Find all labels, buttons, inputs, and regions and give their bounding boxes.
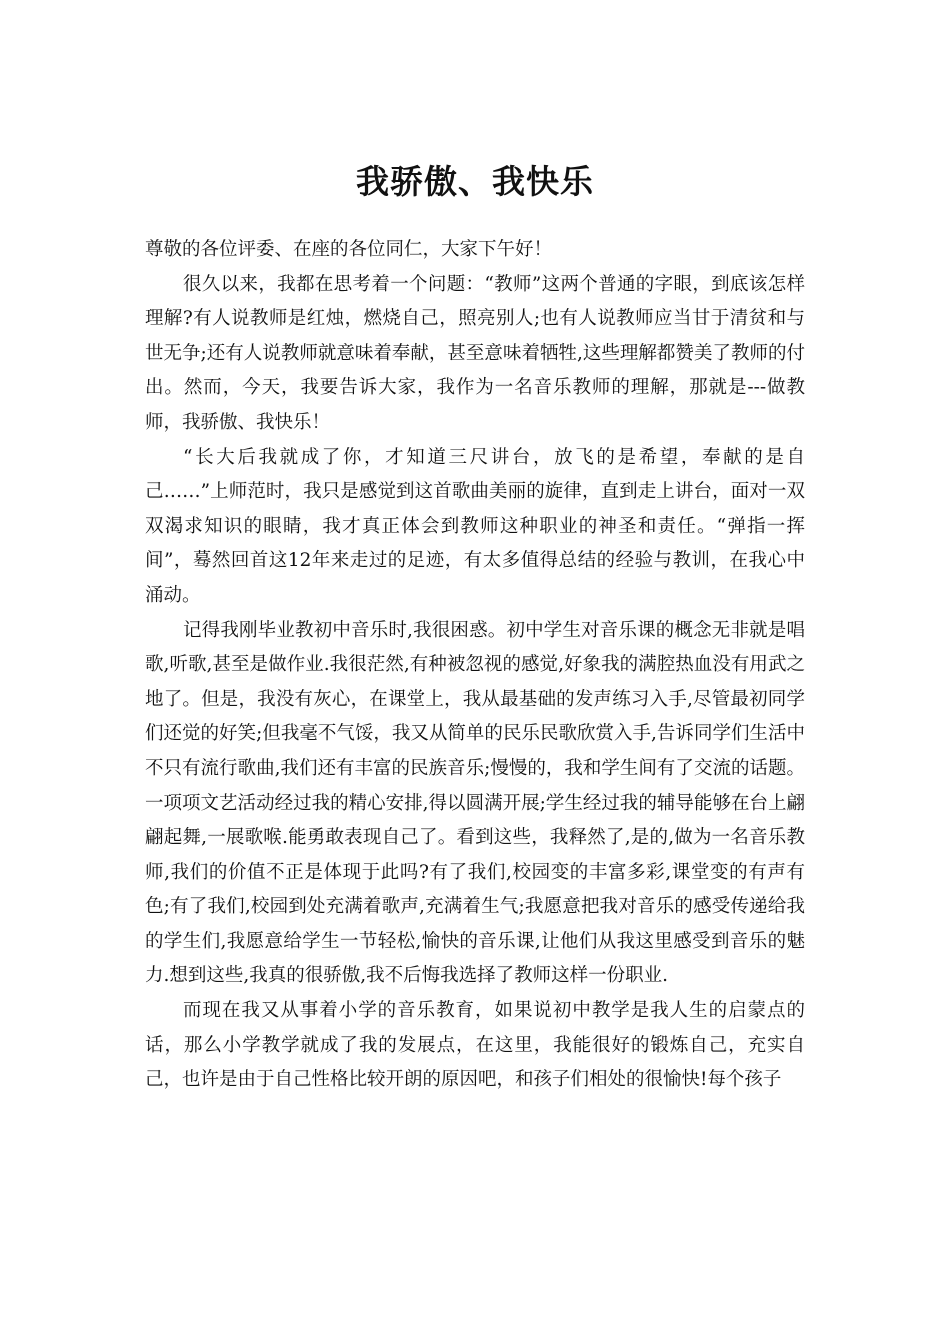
greeting-paragraph: 尊敬的各位评委、在座的各位同仁，大家下午好！ [145,239,553,260]
body-paragraph: 记得我刚毕业教初中音乐时,我很困惑。初中学生对音乐课的概念无非就是唱歌,听歌,甚至是做作业.我很茫然,有种被忽视的感觉,好象我的满腔热血没有用武之地了。但是，我没有灰心，在课堂上，我从最基础的发声练习入手,尽管最初同学们还觉的好笑;但我毫不气馁，我又从简单的民乐民歌欣赏入手,告诉同学们生活中不只有流行歌曲,我们还有丰富的民族音乐;慢慢的，我和学生间有了交流的话题。一项项文艺活动经过我的精心安排,得以圆满开展;学生经过我的辅导能够在台上翩翩起舞,一展歌喉.能勇敢表现自己了。看到这些，我释然了,是的,做为一名音乐教师,我们的价值不正是体现于此吗?有了我们,校园变的丰富多彩,课堂变的有声有色;有了我们,校园到处充满着歌声,充满着生气;我愿意把我对音乐的感受传递给我的学生们,我愿意给学生一节轻松,愉快的音乐课,让他们从我这里感受到音乐的魅力.想到这些,我真的很骄傲,我不后悔我选择了教师这样一份职业. [145,619,805,987]
document-body [145,233,805,1098]
body-paragraph: 而现在我又从事着小学的音乐教育，如果说初中教学是我人生的启蒙点的话，那么小学教学就成了我的发展点，在这里，我能很好的锻炼自己，充实自己，也许是由于自己性格比较开朗的原因吧，和孩子们相处的很愉快!每个孩子 [145,1000,805,1091]
body-paragraph: “长大后我就成了你，才知道三尺讲台，放飞的是希望，奉献的是自己……”上师范时，我只是感觉到这首歌曲美丽的旋律，直到走上讲台，面对一双双渴求知识的眼睛，我才真正体会到教师这种职业的神圣和责任。“弹指一挥间”，蓦然回首这12年来走过的足迹，有太多值得总结的经验与教训，在我心中涌动。 [145,446,805,606]
body-paragraph: 很久以来，我都在思考着一个问题：“教师”这两个普通的字眼，到底该怎样理解?有人说教师是红烛，燃烧自己，照亮别人;也有人说教师应当甘于清贫和与世无争;还有人说教师就意味着奉献，甚至意味着牺牲,这些理解都赞美了教师的付出。然而，今天，我要告诉大家，我作为一名音乐教师的理解，那就是---做教师，我骄傲、我快乐！ [145,273,805,433]
document-title: 我骄傲、我快乐 [356,162,594,201]
